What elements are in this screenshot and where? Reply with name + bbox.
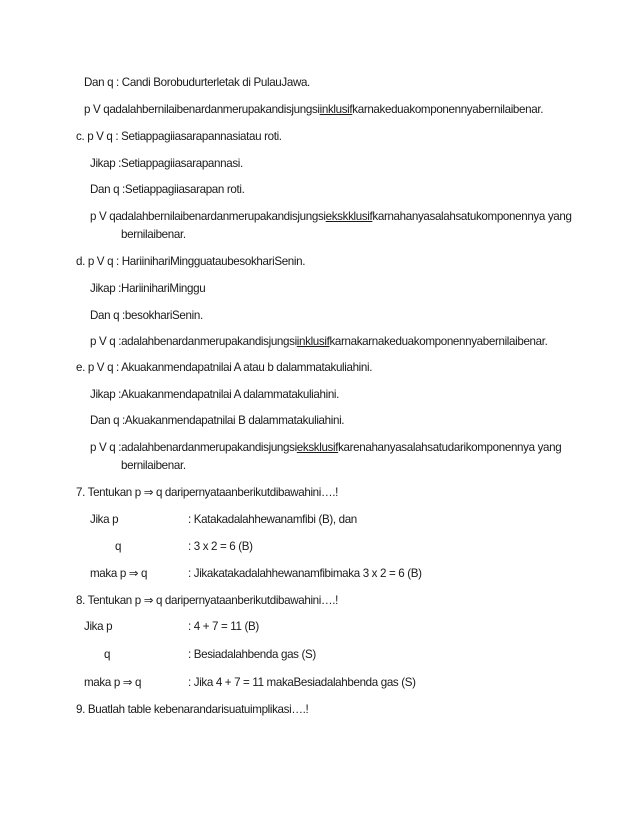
line-dan-q-e: Dan q :Akuakanmendapatnilai B dalammatakuliahini. (90, 414, 345, 427)
underlined-term: inklusif (296, 335, 330, 348)
row-value: : Besiadalahbenda gas (S) (188, 648, 316, 661)
question-8: 8. Tentukan p ⇒ q daripernyataanberikutdibawahini….! (76, 594, 338, 607)
row-key: q (115, 540, 122, 553)
text-segment: karnakarnakeduakomponennyabernilaibenar. (329, 335, 548, 348)
line-pvq-eksklusif-2 (90, 441, 561, 455)
text-segment: karenahanyasalahsatudarikomponennya yang (338, 441, 562, 454)
line-continuation: bernilaibenar. (121, 459, 186, 472)
text-segment: p V q :adalahbenardanmerupakandisjungsi (90, 441, 297, 454)
text-segment: karnakeduakomponennyabernilaibenar. (352, 103, 544, 116)
line-continuation: bernilaibenar. (121, 228, 186, 241)
row-value: : Jika 4 + 7 = 11 makaBesiadalahbenda gas (S) (188, 676, 416, 689)
row-q-8 (84, 648, 564, 662)
row-maka-8 (84, 676, 564, 690)
line-pvq-inklusif-2 (90, 335, 547, 349)
line-item-d: d. p V q : HariinihariMingguataubesokhariSenin. (76, 255, 306, 268)
row-value: : 3 x 2 = 6 (B) (188, 540, 253, 553)
line-jika-p-c: Jikap :Setiappagiiasarapannasi. (90, 157, 243, 170)
row-key: Jika p (90, 513, 119, 526)
line-dan-q-candi: Dan q : Candi Borobudurterletak di PulauJawa. (84, 76, 310, 89)
row-key: maka p ⇒ q (84, 676, 142, 689)
underlined-term: ekskklusif (325, 210, 373, 223)
row-jika-p-8 (84, 620, 564, 634)
row-q-7 (90, 540, 570, 554)
row-jika-p-7 (90, 513, 570, 527)
line-pvq-eksklusif-1 (90, 210, 572, 224)
row-maka-7 (90, 567, 570, 581)
text-segment: karnahanyasalahsatukomponennya yang (372, 210, 572, 223)
line-item-c: c. p V q : Setiappagiiasarapannasiatau roti. (76, 130, 282, 143)
text-segment: p V qadalahbernilaibenardanmerupakandisjungsi (84, 103, 320, 116)
line-jika-p-d: Jikap :HariinihariMinggu (90, 282, 206, 295)
row-key: maka p ⇒ q (90, 567, 148, 580)
question-7: 7. Tentukan p ⇒ q daripernyataanberikutdibawahini….! (76, 486, 338, 499)
row-key: q (104, 648, 111, 661)
text-segment: p V qadalahbernilaibenardanmerupakandisjungsi (90, 210, 326, 223)
underlined-term: eksklusif (296, 441, 339, 454)
line-pvq-inklusif-1 (84, 103, 543, 117)
line-item-e: e. p V q : Akuakanmendapatnilai A atau b dalammatakuliahini. (76, 361, 373, 374)
row-value: : 4 + 7 = 11 (B) (188, 620, 259, 633)
question-9: 9. Buatlah table kebenarandarisuatuimplikasi….! (76, 703, 309, 716)
row-key: Jika p (84, 620, 113, 633)
row-value: : Katakadalahhewanamfibi (B), dan (188, 513, 357, 526)
line-dan-q-c: Dan q :Setiappagiiasarapan roti. (90, 183, 245, 196)
line-jika-p-e: Jikap :Akuakanmendapatnilai A dalammatakuliahini. (90, 388, 340, 401)
row-value: : Jikakatakadalahhewanamfibimaka 3 x 2 = 6 (B) (188, 567, 422, 580)
underlined-term: inklusif (319, 103, 353, 116)
line-dan-q-d: Dan q :besokhariSenin. (90, 309, 203, 322)
text-segment: p V q :adalahbenardanmerupakandisjungsi (90, 335, 297, 348)
